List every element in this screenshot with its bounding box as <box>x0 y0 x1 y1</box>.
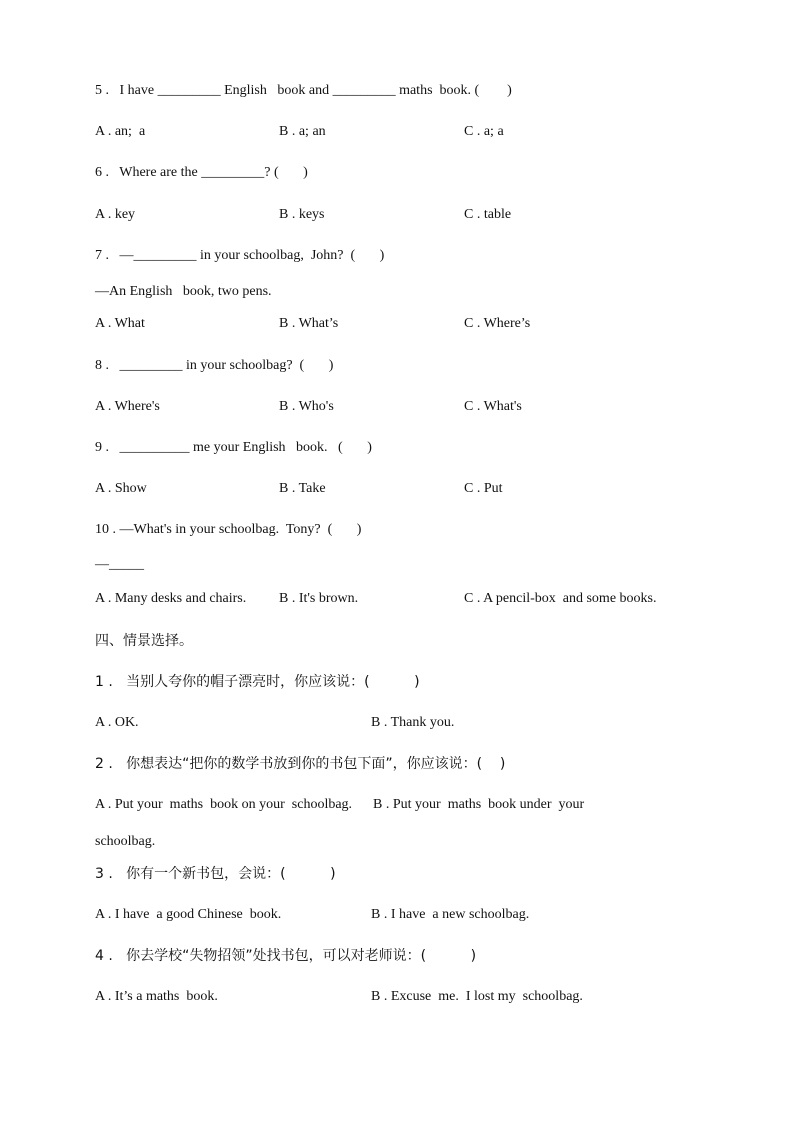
q7-option-b: B . What’s <box>279 316 339 331</box>
q8-option-a: A . Where's <box>95 399 160 414</box>
q6-option-a: A . key <box>95 207 136 222</box>
q9-option-c: C . Put <box>464 481 503 496</box>
q8-option-c: C . What's <box>464 399 522 414</box>
q6-option-c: C . table <box>464 207 512 222</box>
s4-q3-option-b: B . I have a new schoolbag. <box>371 907 530 922</box>
q9-option-b: B . Take <box>279 481 326 496</box>
q10-option-b: B . It's brown. <box>279 591 359 606</box>
question-10: 10 . —What's in your schoolbag. Tony? ( ) <box>95 522 362 537</box>
s4-q1-option-a: A . OK. <box>95 715 139 730</box>
question-9: 9 . __________ me your English book. ( ) <box>95 440 372 455</box>
q7-dialog: —An English book, two pens. <box>95 284 272 299</box>
s4-q3-option-a: A . I have a good Chinese book. <box>95 907 282 922</box>
s4-question-2: 2 . 你想表达“把你的数学书放到你的书包下面”，你应该说：( ) <box>95 756 506 772</box>
q10-option-a: A . Many desks and chairs. <box>95 591 247 606</box>
q6-option-b: B . keys <box>279 207 325 222</box>
section-4-title: 四、情景选择。 <box>95 633 193 649</box>
s4-q1-option-b: B . Thank you. <box>371 715 455 730</box>
q7-option-a: A . What <box>95 316 145 331</box>
question-6: 6 . Where are the _________? ( ) <box>95 165 308 180</box>
question-8: 8 . _________ in your schoolbag? ( ) <box>95 358 334 373</box>
s4-q4-option-a: A . It’s a maths book. <box>95 989 218 1004</box>
q10-answer-blank: —_____ <box>95 557 144 572</box>
q5-option-a: A . an; a <box>95 124 146 139</box>
question-5: 5 . I have _________ English book and _________ maths book. ( ) <box>95 83 512 98</box>
q5-option-b: B . a; an <box>279 124 326 139</box>
q8-option-b: B . Who's <box>279 399 334 414</box>
s4-question-3: 3 . 你有一个新书包，会说：( ) <box>95 866 336 882</box>
q10-option-c: C . A pencil-box and some books. <box>464 591 657 606</box>
s4-q2-options-cont: schoolbag. <box>95 834 156 849</box>
q7-option-c: C . Where’s <box>464 316 531 331</box>
q9-option-a: A . Show <box>95 481 147 496</box>
s4-q4-option-b: B . Excuse me. I lost my schoolbag. <box>371 989 583 1004</box>
s4-question-4: 4 . 你去学校“失物招领”处找书包，可以对老师说：( ) <box>95 948 477 964</box>
q5-option-c: C . a; a <box>464 124 504 139</box>
s4-question-1: 1 . 当别人夸你的帽子漂亮时，你应该说：( ) <box>95 674 420 690</box>
s4-q2-options: A . Put your maths book on your schoolbag. B . Put your maths book under your <box>95 797 585 812</box>
question-7: 7 . —_________ in your schoolbag, John? ( ) <box>95 248 385 263</box>
